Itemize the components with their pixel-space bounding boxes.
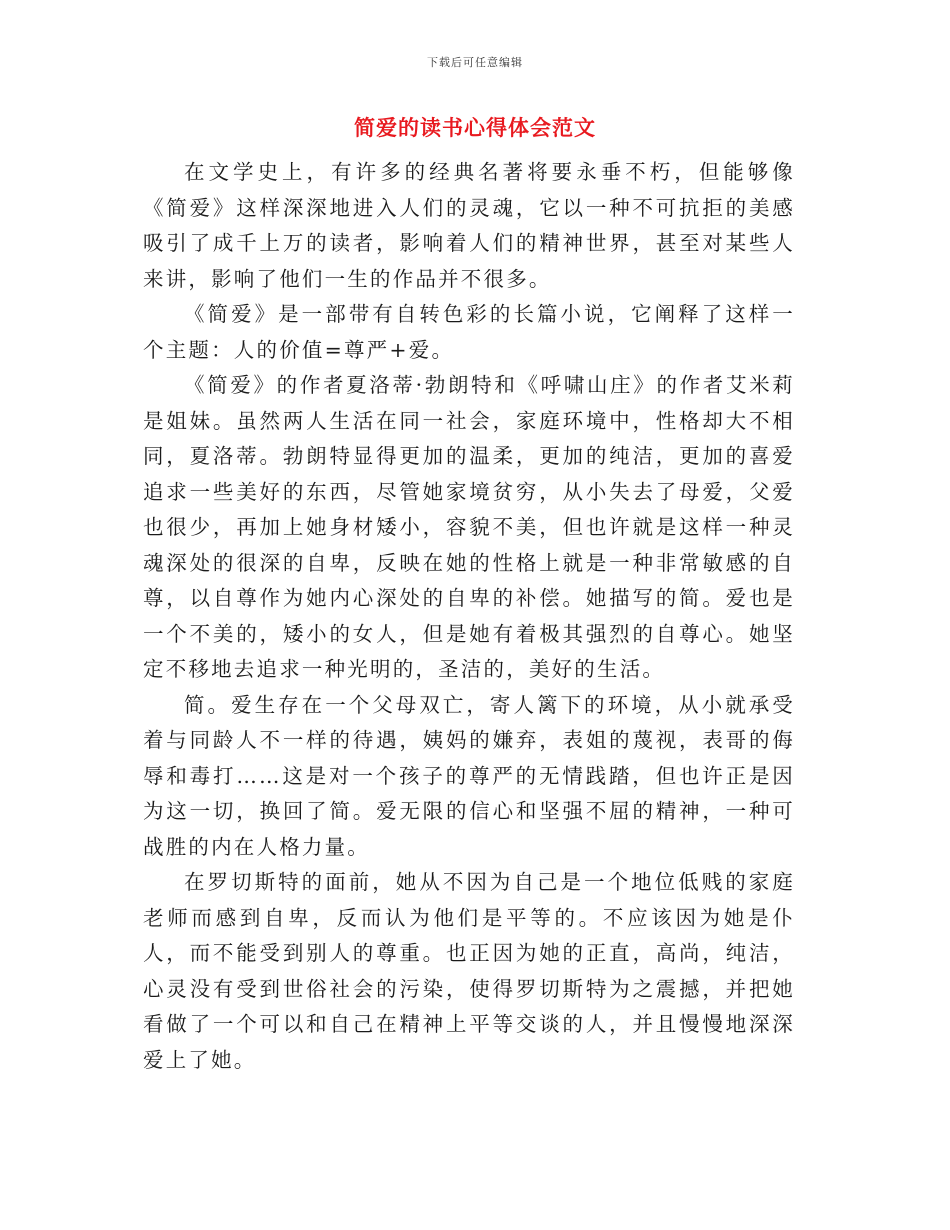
paragraph-2: 《简爱》是一部带有自转色彩的长篇小说，它阐释了这样一个主题：人的价值=尊严+爱。 [143,302,795,362]
paragraph-1: 在文学史上，有许多的经典名著将要永垂不朽，但能够像《简爱》这样深深地进入人们的灵魂，它以一种不可抗拒的美感吸引了成千上万的读者，影响着人们的精神世界，甚至对某些人来讲，影响了他们一生的作品并不很多。 [143,160,795,291]
paragraph-5: 在罗切斯特的面前，她从不因为自己是一个地位低贱的家庭老师而感到自卑，反而认为他们是平等的。不应该因为她是仆人，而不能受到别人的尊重。也正因为她的正直，高尚，纯洁，心灵没有受到世俗社会的污染，使得罗切斯特为之震撼，并把她看做了一个可以和自己在精神上平等交谈的人，并且慢慢地深深爱上了她。 [143,870,795,1072]
document-body [143,155,795,1078]
paragraph-3: 《简爱》的作者夏洛蒂·勃朗特和《呼啸山庄》的作者艾米莉是姐妹。虽然两人生活在同一社会，家庭环境中，性格却大不相同，夏洛蒂。勃朗特显得更加的温柔，更加的纯洁，更加的喜爱追求一些美好的东西，尽管她家境贫穷，从小失去了母爱，父爱也很少，再加上她身材矮小，容貌不美，但也许就是这样一种灵魂深处的很深的自卑，反映在她的性格上就是一种非常敏感的自尊，以自尊作为她内心深处的自卑的补偿。她描写的简。爱也是一个不美的，矮小的女人，但是她有着极其强烈的自尊心。她坚定不移地去追求一种光明的，圣洁的，美好的生活。 [143,373,795,681]
paragraph-4: 简。爱生存在一个父母双亡，寄人篱下的环境，从小就承受着与同龄人不一样的待遇，姨妈的嫌弃，表姐的蔑视，表哥的侮辱和毒打……这是对一个孩子的尊严的无情践踏，但也许正是因为这一切，换回了简。爱无限的信心和坚强不屈的精神，一种可战胜的内在人格力量。 [143,692,795,859]
document-title: 简爱的读书心得体会范文 [354,115,596,140]
header-note: 下载后可任意编辑 [427,56,523,69]
